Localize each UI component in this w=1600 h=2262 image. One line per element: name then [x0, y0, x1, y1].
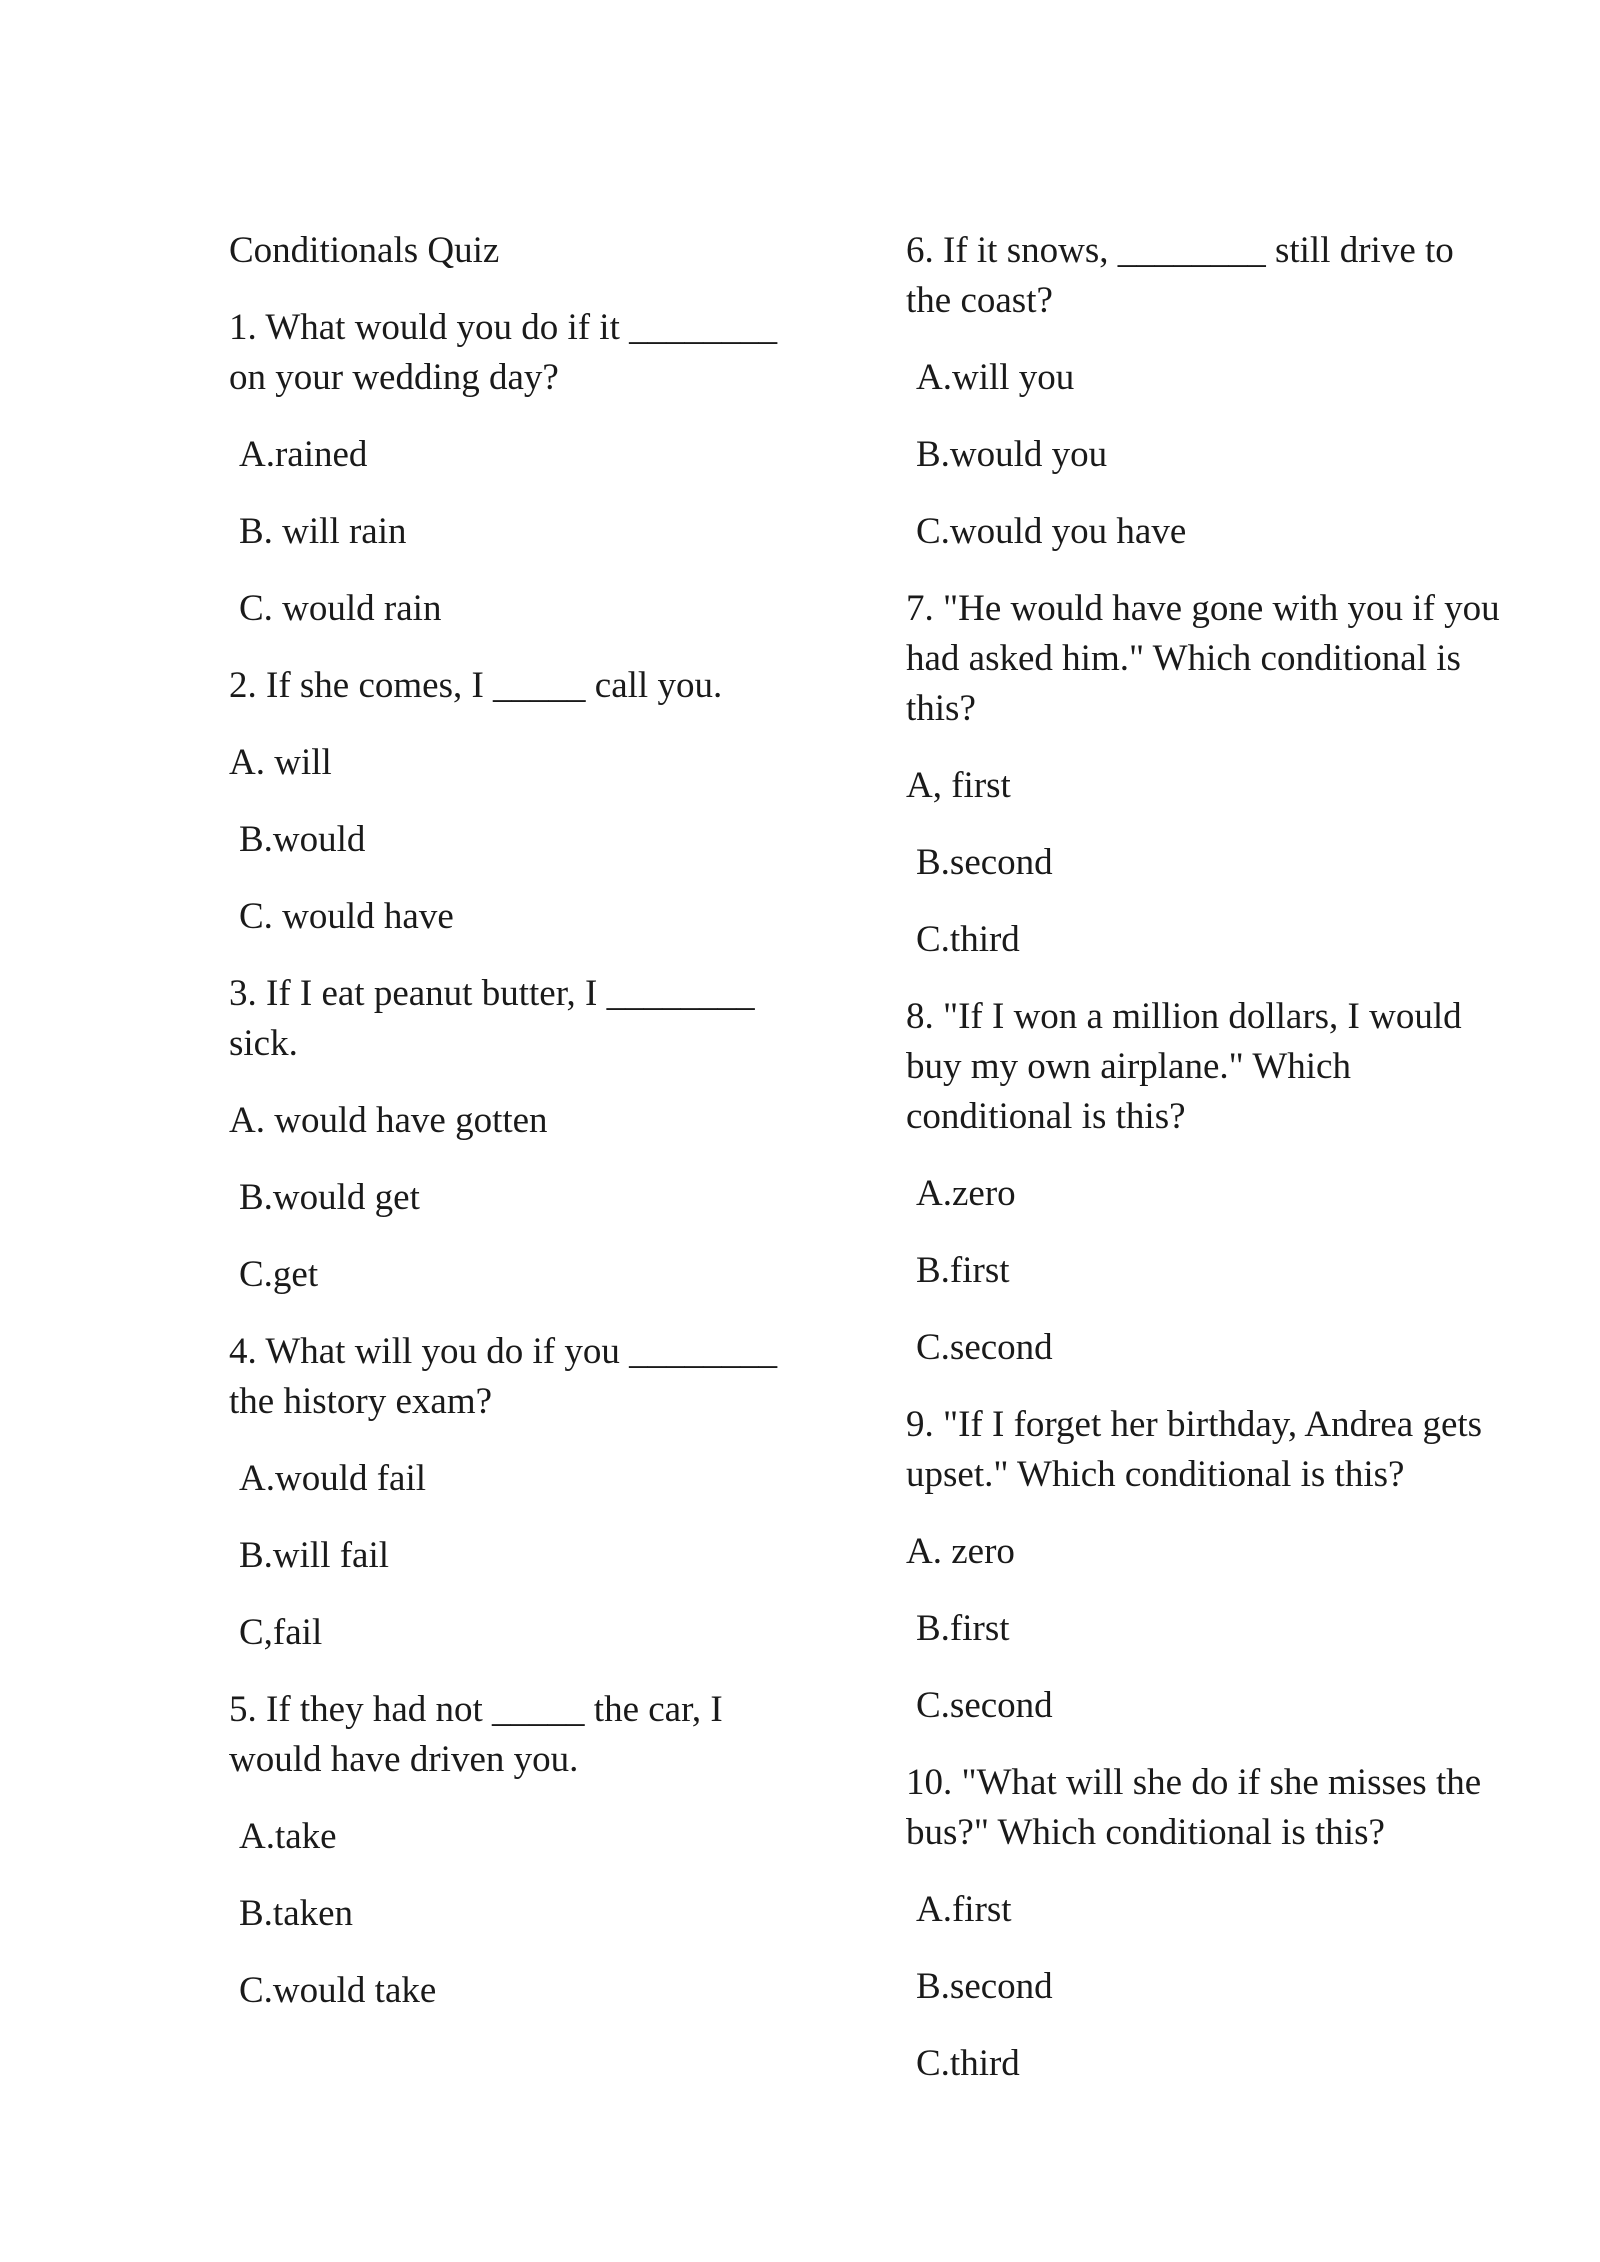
answer-option: C.get — [239, 1254, 319, 1295]
question-8 — [906, 992, 1506, 1373]
question-text: 4. What will you do if you ________ the history exam? — [229, 1331, 778, 1422]
right-column — [906, 226, 1506, 2116]
answer-option: A.zero — [916, 1173, 1016, 1214]
answer-option: C.third — [916, 2043, 1020, 2084]
answer-option: C,fail — [239, 1612, 323, 1653]
answer-option: B.first — [916, 1250, 1010, 1291]
left-column — [229, 226, 809, 2043]
answer-option: B. will rain — [239, 511, 407, 552]
question-3 — [229, 969, 809, 1300]
question-text: 9. "If I forget her birthday, Andrea gets upset." Which conditional is this? — [906, 1404, 1483, 1495]
answer-option: C.second — [916, 1685, 1053, 1726]
answer-option: C. would rain — [239, 588, 442, 629]
answer-option: C.would you have — [916, 511, 1187, 552]
answer-option: B.would you — [916, 434, 1108, 475]
answer-option: B.second — [916, 1966, 1053, 2007]
question-text: 3. If I eat peanut butter, I ________ sick. — [229, 973, 755, 1064]
answer-option: A. would have gotten — [229, 1100, 548, 1141]
answer-option: B.would — [239, 819, 366, 860]
answer-option: A, first — [906, 765, 1011, 806]
question-text: 7. "He would have gone with you if you had asked him." Which conditional is this? — [906, 588, 1500, 729]
question-1 — [229, 303, 809, 634]
answer-option: B.second — [916, 842, 1053, 883]
answer-option: B.would get — [239, 1177, 420, 1218]
answer-option: C.second — [916, 1327, 1053, 1368]
question-10 — [906, 1758, 1506, 2089]
question-6 — [906, 226, 1506, 557]
question-2 — [229, 661, 809, 942]
question-text: 1. What would you do if it ________ on your wedding day? — [229, 307, 778, 398]
answer-option: B.will fail — [239, 1535, 390, 1576]
answer-option: B.taken — [239, 1893, 354, 1934]
answer-option: C. would have — [239, 896, 454, 937]
question-7 — [906, 584, 1506, 965]
answer-option: A. zero — [906, 1531, 1015, 1572]
answer-option: A. will — [229, 742, 332, 783]
question-4 — [229, 1327, 809, 1658]
answer-option: C.third — [916, 919, 1020, 960]
question-text: 10. "What will she do if she misses the bus?" Which conditional is this? — [906, 1762, 1482, 1853]
answer-option: A.take — [239, 1816, 337, 1857]
answer-option: A.would fail — [239, 1458, 427, 1499]
question-text: 8. "If I won a million dollars, I would buy my own airplane." Which conditional is this? — [906, 996, 1462, 1137]
question-5 — [229, 1685, 809, 2016]
answer-option: A.will you — [916, 357, 1075, 398]
answer-option: C.would take — [239, 1970, 437, 2011]
question-text: 5. If they had not _____ the car, I would have driven you. — [229, 1689, 723, 1780]
answer-option: B.first — [916, 1608, 1010, 1649]
question-text: 2. If she comes, I _____ call you. — [229, 665, 723, 706]
answer-option: A.rained — [239, 434, 368, 475]
question-text: 6. If it snows, ________ still drive to the coast? — [906, 230, 1454, 321]
question-9 — [906, 1400, 1506, 1731]
answer-option: A.first — [916, 1889, 1012, 1930]
page-title: Conditionals Quiz — [229, 230, 500, 271]
